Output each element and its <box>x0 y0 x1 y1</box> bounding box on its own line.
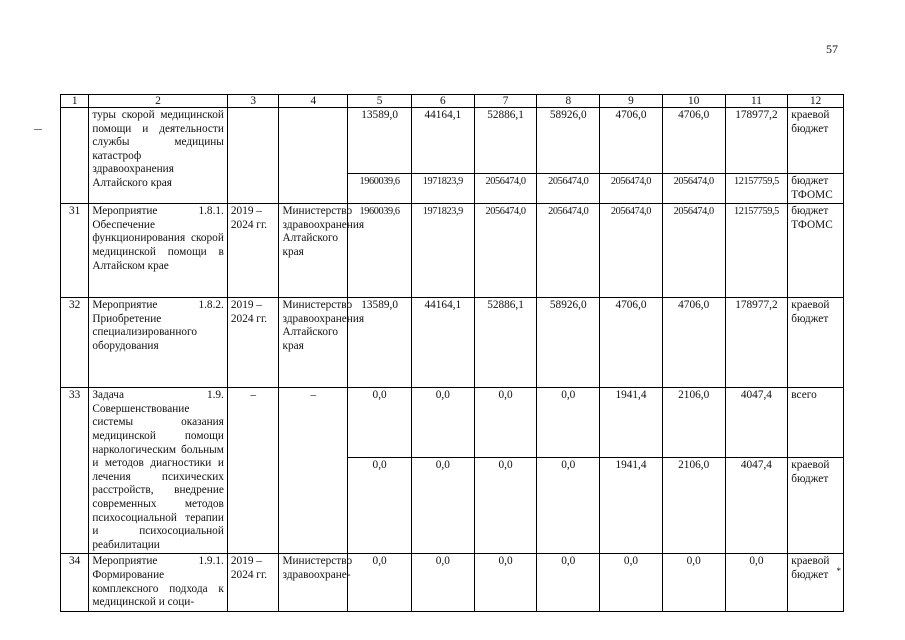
value-cell: 0,0 <box>537 554 600 611</box>
row-number-cell: 34 <box>61 554 89 611</box>
value-cell: 0,0 <box>411 554 474 611</box>
value-cell: 12157759,5 <box>725 174 788 204</box>
value-cell: 0,0 <box>537 458 600 554</box>
executor-cell: Министерство здравоохранения Алтайского края <box>279 298 348 388</box>
value-cell: 52886,1 <box>474 298 537 388</box>
period-cell: – <box>227 388 279 554</box>
header-cell: 1 <box>61 95 89 108</box>
value-cell: 0,0 <box>662 554 725 611</box>
value-cell: 4706,0 <box>600 298 663 388</box>
table-row <box>61 298 844 388</box>
value-cell: 12157759,5 <box>725 204 788 298</box>
value-cell: 13589,0 <box>348 298 412 388</box>
value-cell: 0,0 <box>474 388 537 458</box>
row-number-cell: 31 <box>61 204 89 298</box>
value-cell: 58926,0 <box>537 108 600 174</box>
activity-name-cell: туры скорой медицинской помощи и деятельности службы медицины катастроф здравоохранения Алтайского края <box>89 108 228 204</box>
header-cell: 12 <box>788 95 844 108</box>
value-cell: 2056474,0 <box>600 204 663 298</box>
activity-name-cell: Мероприятие 1.8.1. Обеспечение функционирования скорой медицинской помощи в Алтайском крае <box>89 204 228 298</box>
value-cell: 0,0 <box>537 388 600 458</box>
value-cell: 1971823,9 <box>411 204 474 298</box>
row-number-cell <box>61 108 89 204</box>
executor-cell: – <box>279 388 348 554</box>
funding-source-cell <box>788 554 844 611</box>
period-cell <box>227 108 279 204</box>
value-cell: 0,0 <box>411 458 474 554</box>
table-row <box>61 388 844 458</box>
executor-cell <box>279 108 348 204</box>
header-cell: 11 <box>725 95 788 108</box>
funding-source-cell: краевой бюджет <box>788 298 844 388</box>
value-cell: 2106,0 <box>662 388 725 458</box>
value-cell: 2056474,0 <box>537 204 600 298</box>
value-cell: 0,0 <box>474 554 537 611</box>
value-cell: 4047,4 <box>725 388 788 458</box>
value-cell: 2056474,0 <box>662 174 725 204</box>
executor-cell: Министерство здравоохранения Алтайского края <box>279 204 348 298</box>
header-cell: 9 <box>600 95 663 108</box>
value-cell: 0,0 <box>725 554 788 611</box>
header-cell: 4 <box>279 95 348 108</box>
value-cell: 2056474,0 <box>537 174 600 204</box>
value-cell: 2106,0 <box>662 458 725 554</box>
header-cell: 5 <box>348 95 412 108</box>
value-cell: 0,0 <box>411 388 474 458</box>
value-cell: 1960039,6 <box>348 204 412 298</box>
funding-source-cell: краевой бюджет <box>788 108 844 174</box>
value-cell: 4706,0 <box>662 108 725 174</box>
value-cell: 44164,1 <box>411 108 474 174</box>
funding-source-cell: всего <box>788 388 844 458</box>
funding-source-cell: бюджет ТФОМС <box>788 174 844 204</box>
value-cell: 0,0 <box>348 554 412 611</box>
value-cell: 52886,1 <box>474 108 537 174</box>
table-row <box>61 554 844 611</box>
value-cell: 1941,4 <box>600 388 663 458</box>
value-cell: 4706,0 <box>662 298 725 388</box>
activity-name-cell: Мероприятие 1.9.1. Формирование комплексного подхода к медицинской и соци- <box>89 554 228 611</box>
value-cell: 0,0 <box>474 458 537 554</box>
header-cell: 2 <box>89 95 228 108</box>
value-cell: 44164,1 <box>411 298 474 388</box>
header-cell: 6 <box>411 95 474 108</box>
value-cell: 0,0 <box>348 458 412 554</box>
page-number: 57 <box>826 42 838 56</box>
value-cell: 4706,0 <box>600 108 663 174</box>
row-number-cell: 33 <box>61 388 89 554</box>
funding-source-text: краевой бюджет <box>791 555 830 581</box>
period-cell: 2019 – 2024 гг. <box>227 554 279 611</box>
period-cell: 2019 – 2024 гг. <box>227 204 279 298</box>
value-cell: 0,0 <box>348 388 412 458</box>
value-cell: 13589,0 <box>348 108 412 174</box>
table-row <box>61 108 844 174</box>
value-cell: 2056474,0 <box>474 174 537 204</box>
header-cell: 8 <box>537 95 600 108</box>
footnote-mark: * <box>836 566 841 577</box>
value-cell: 1971823,9 <box>411 174 474 204</box>
value-cell: 0,0 <box>600 554 663 611</box>
value-cell: 1941,4 <box>600 458 663 554</box>
header-cell: 10 <box>662 95 725 108</box>
funding-source-cell: краевой бюджет <box>788 458 844 554</box>
margin-mark <box>34 129 42 130</box>
value-cell: 2056474,0 <box>474 204 537 298</box>
value-cell: 58926,0 <box>537 298 600 388</box>
budget-table <box>60 94 844 612</box>
header-cell: 7 <box>474 95 537 108</box>
activity-name-cell: Мероприятие 1.8.2. Приобретение специализированного оборудования <box>89 298 228 388</box>
header-cell: 3 <box>227 95 279 108</box>
executor-cell: Министерство здравоохране- <box>279 554 348 611</box>
funding-source-cell: бюджет ТФОМС <box>788 204 844 298</box>
value-cell: 178977,2 <box>725 108 788 174</box>
period-cell: 2019 – 2024 гг. <box>227 298 279 388</box>
value-cell: 4047,4 <box>725 458 788 554</box>
value-cell: 178977,2 <box>725 298 788 388</box>
activity-name-cell: Задача 1.9. Совершенствование системы оказания медицинской помощи наркологическим больным и методов диагностики и лечения психических расстройств, внедрение современных методов психосоциальной терапии и психосоциальной реабилитации <box>89 388 228 554</box>
value-cell: 2056474,0 <box>600 174 663 204</box>
header-row <box>61 95 844 108</box>
table-row <box>61 204 844 298</box>
value-cell: 2056474,0 <box>662 204 725 298</box>
row-number-cell: 32 <box>61 298 89 388</box>
value-cell: 1960039,6 <box>348 174 412 204</box>
